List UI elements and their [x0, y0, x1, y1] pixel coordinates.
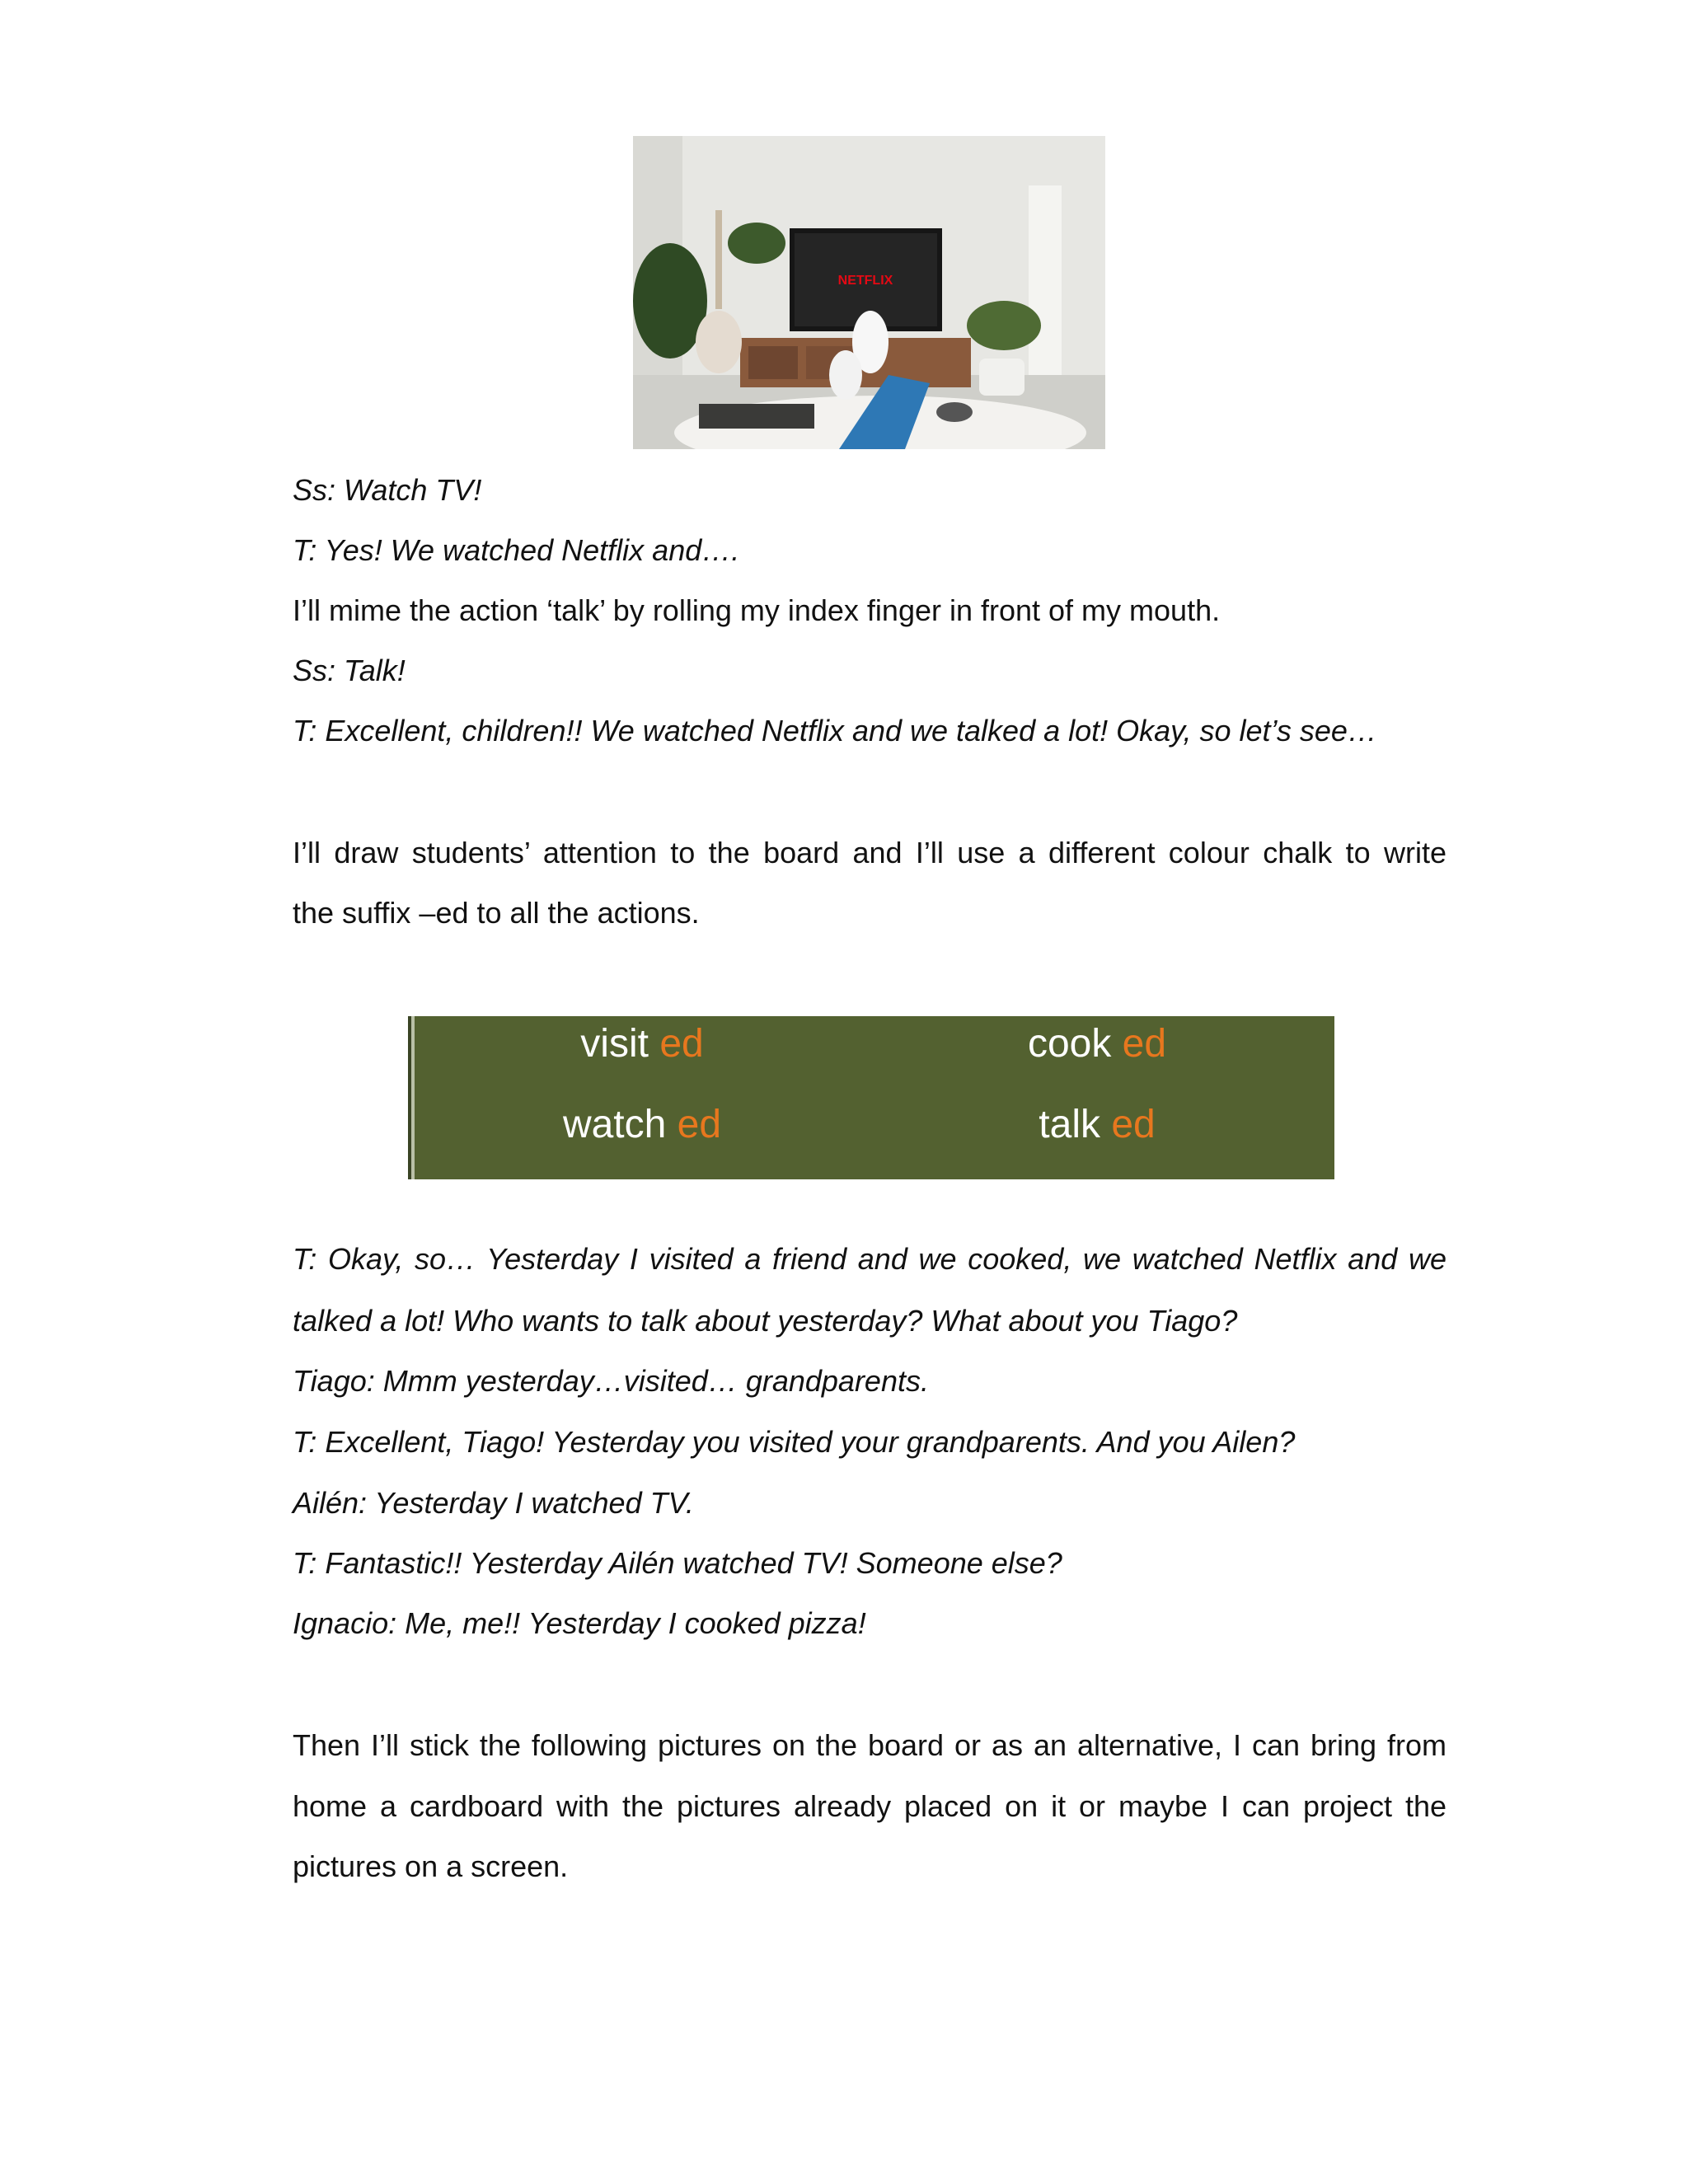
board-suffix: ed: [677, 1103, 722, 1146]
dialogue-line-1: T: Okay, so… Yesterday I visited a friend and we cooked, we watched Netflix and we: [293, 1242, 1447, 1276]
dialogue-line-5: Ailén: Yesterday I watched TV.: [293, 1486, 694, 1520]
text-line-t-excellent: T: Excellent, children!! We watched Netflix and we talked a lot! Okay, so let’s see…: [293, 714, 1377, 748]
paragraph-board-intro-line2: the suffix –ed to all the actions.: [293, 896, 700, 930]
board-verb: visit: [580, 1022, 649, 1066]
board-cell-talk: [891, 1100, 1303, 1150]
board-cell-watch: [436, 1100, 848, 1150]
board-cell-visit: [436, 1019, 848, 1069]
board-cell-cook: [891, 1019, 1303, 1069]
dialogue-line-7: Ignacio: Me, me!! Yesterday I cooked pizza!: [293, 1606, 866, 1640]
text-line-ss-watch-tv: Ss: Watch TV!: [293, 473, 482, 507]
living-room-photo: [633, 136, 1105, 449]
chalkboard: [408, 1016, 1334, 1179]
dialogue-line-6: T: Fantastic!! Yesterday Ailén watched TV! Someone else?: [293, 1546, 1062, 1580]
tv-brand-text: NETFLIX: [837, 274, 893, 288]
paragraph-board-intro-line1: I’ll draw students’ attention to the board and I’ll use a different colour chalk to write: [293, 836, 1447, 869]
text-line-ss-talk: Ss: Talk!: [293, 654, 406, 687]
text-line-mime-action: I’ll mime the action ‘talk’ by rolling my index finger in front of my mouth.: [293, 593, 1221, 627]
text-line-t-yes: T: Yes! We watched Netflix and….: [293, 533, 740, 567]
board-suffix: ed: [659, 1022, 704, 1066]
board-suffix: ed: [1111, 1103, 1156, 1146]
dialogue-line-3: Tiago: Mmm yesterday…visited… grandparents.: [293, 1364, 929, 1398]
dialogue-line-4: T: Excellent, Tiago! Yesterday you visited your grandparents. And you Ailen?: [293, 1425, 1296, 1459]
paragraph-end-line3: pictures on a screen.: [293, 1849, 569, 1883]
photo-illustration: [633, 136, 1105, 449]
board-verb: talk: [1039, 1103, 1100, 1146]
paragraph-end-line2: home a cardboard with the pictures already placed on it or maybe I can project the: [293, 1789, 1447, 1823]
dialogue-line-2: talked a lot! Who wants to talk about yesterday? What about you Tiago?: [293, 1304, 1238, 1338]
paragraph-end-line1: Then I’ll stick the following pictures on the board or as an alternative, I can bring from: [293, 1728, 1447, 1762]
board-verb: watch: [562, 1103, 667, 1146]
board-suffix: ed: [1122, 1022, 1167, 1066]
board-verb: cook: [1027, 1022, 1112, 1066]
